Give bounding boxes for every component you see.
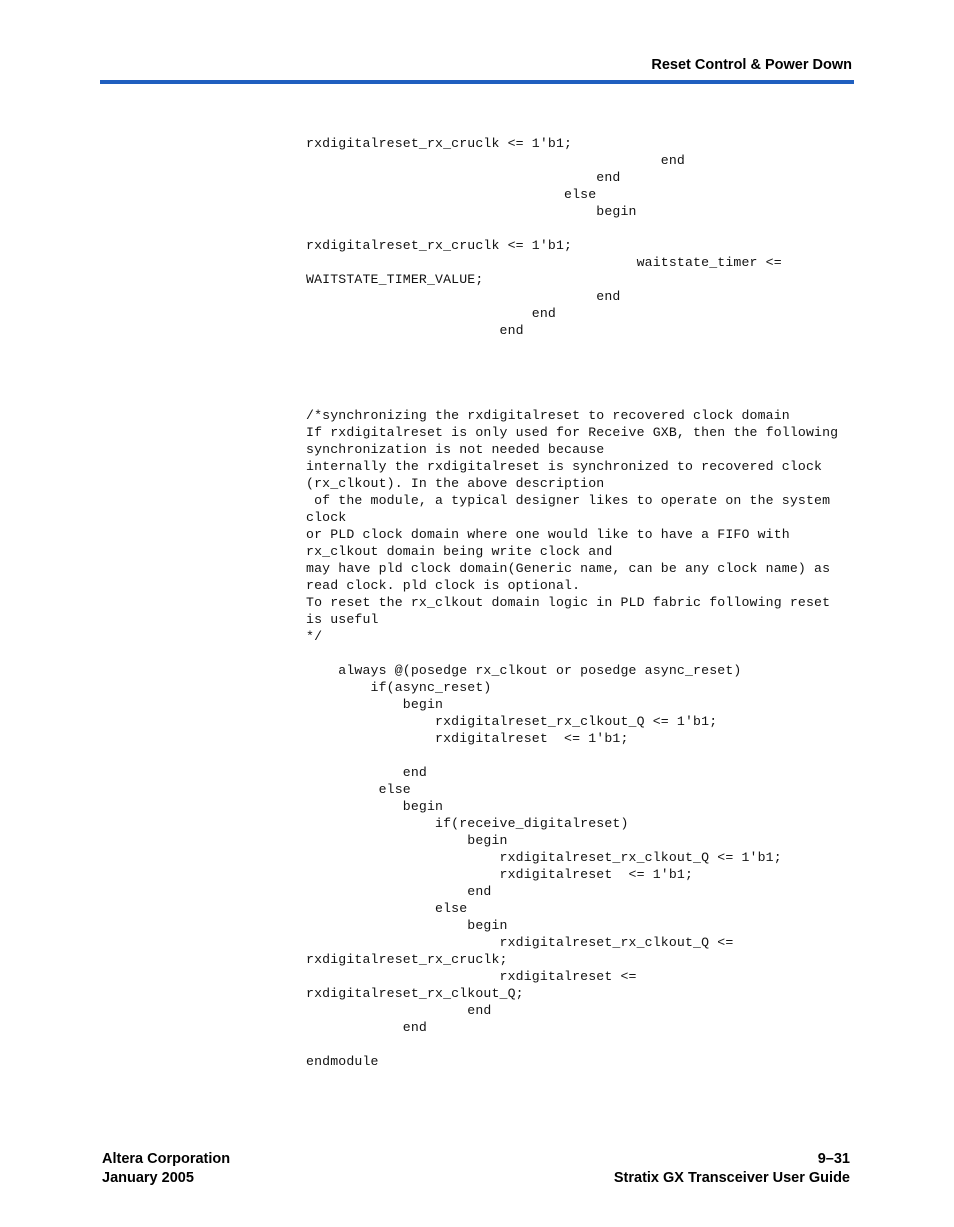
footer-page-number: 9–31 [817, 1151, 850, 1167]
footer-company: Altera Corporation [102, 1151, 231, 1167]
header-rule [100, 80, 854, 84]
running-header-title: Reset Control & Power Down [651, 57, 852, 73]
footer-guide-title: Stratix GX Transceiver User Guide [613, 1170, 850, 1186]
footer-right [614, 1150, 850, 1188]
verilog-code-listing: rxdigitalreset_rx_cruclk <= 1'b1; end end else begin rxdigitalreset_rx_cruclk <= 1'b1; waitstate_timer <= WAITSTATE_TIMER_VALUE; end end end /*synchronizing the rxdigitalreset to recovered clock domain If rxdigitalreset is only used for Receive GXB, then the following synchronization is not needed because internally the rxdigitalreset is synchronized to recovered clock (rx_clkout). In the above description of the module, a typical designer likes to operate on the system clock or PLD clock domain where one would like to have a FIFO with rx_clkout domain being write clock and may have pld clock domain(Generic name, can be any clock name) as read clock. pld clock is optional. To reset the rx_clkout domain logic in PLD fabric following reset is useful */ always @(posedge rx_clkout or posedge async_reset) if(async_reset) begin rxdigitalreset_rx_clkout_Q <= 1'b1; rxdigitalreset <= 1'b1; end else begin if(receive_digitalreset) begin rxdigitalreset_rx_clkout_Q <= 1'b1; rxdigitalreset <= 1'b1; end else begin rxdigitalreset_rx_clkout_Q <= rxdigitalreset_rx_cruclk; rxdigitalreset <= rxdigitalreset_rx_clkout_Q; end end endmodule [306, 136, 839, 1069]
footer-date: January 2005 [102, 1170, 194, 1186]
footer-left [102, 1150, 230, 1188]
